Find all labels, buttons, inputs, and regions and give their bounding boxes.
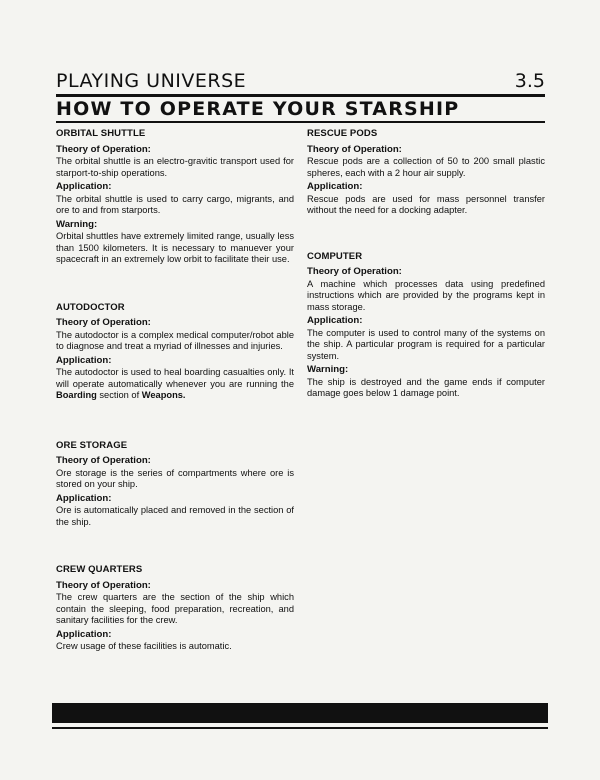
- page-header: [56, 70, 545, 94]
- rescue-pods-section: [307, 128, 545, 217]
- application-label: Application:: [56, 628, 112, 640]
- orbital-shuttle-title: ORBITAL SHUTTLE: [56, 128, 146, 139]
- theory-label: Theory of Operation:: [56, 579, 151, 591]
- theory-text: Rescue pods are a collection of 50 to 200 small plastic spheres, each with a 2 hour air supply.: [307, 156, 545, 178]
- footer-bar: [52, 703, 548, 723]
- theory-text: The orbital shuttle is an electro-gravitic transport used for starport-to-ship operations.: [56, 156, 294, 178]
- ore-storage-section: [56, 440, 294, 529]
- autodoctor-title: AUTODOCTOR: [56, 301, 125, 313]
- application-text: Crew usage of these facilities is automatic.: [56, 641, 232, 651]
- application-text: [56, 367, 294, 402]
- title-rule: [56, 121, 545, 123]
- application-label: Application:: [307, 181, 363, 192]
- theory-text: A machine which processes data using predefined instructions which are provided by the programs kept in mass storage.: [307, 278, 545, 312]
- autodoctor-section: [56, 302, 294, 402]
- application-text: The computer is used to control many of the systems on the ship. A particular program is required for a particular system.: [307, 327, 545, 361]
- theory-label: Theory of Operation:: [56, 317, 151, 328]
- theory-label: Theory of Operation:: [56, 143, 151, 155]
- weapons-term: Weapons.: [141, 390, 186, 400]
- application-label: Application:: [307, 315, 363, 326]
- application-text-part: The autodoctor is used to heal boarding casualties only. It will operate automatically whenever you are running the: [56, 367, 294, 389]
- footer-rule: [52, 727, 548, 729]
- computer-title: COMPUTER: [307, 250, 363, 262]
- section-number: 3.5: [514, 70, 545, 92]
- application-text: Rescue pods are used for mass personnel transfer without the need for a docking adapter.: [307, 193, 545, 215]
- warning-text: Orbital shuttles have extremely limited range, usually less than 1500 kilometers. It is necessary to manuever your spacecraft in an extremely low orbit to facilitate their use.: [56, 231, 294, 264]
- warning-label: Warning:: [307, 364, 349, 375]
- boarding-term: Boarding: [56, 390, 97, 400]
- application-text: Ore is automatically placed and removed in the section of the ship.: [56, 505, 294, 527]
- application-text: The orbital shuttle is used to carry cargo, migrants, and ore to and from starports.: [56, 193, 294, 215]
- rescue-pods-title: RESCUE PODS: [307, 128, 378, 139]
- left-column: [56, 128, 294, 654]
- crew-quarters-title: CREW QUARTERS: [56, 564, 143, 575]
- warning-text: The ship is destroyed and the game ends if computer damage goes below 1 damage point.: [307, 376, 545, 398]
- computer-section: [307, 251, 545, 400]
- page-title: HOW TO OPERATE YOUR STARSHIP: [56, 98, 460, 120]
- theory-label: Theory of Operation:: [307, 266, 402, 277]
- orbital-shuttle-section: [56, 128, 294, 266]
- warning-label: Warning:: [56, 218, 98, 230]
- ore-storage-title: ORE STORAGE: [56, 439, 128, 451]
- header-rule: [56, 94, 545, 97]
- right-column: [307, 128, 545, 401]
- theory-text: Ore storage is the series of compartments where ore is stored on your ship.: [56, 467, 294, 489]
- application-text-part: section of: [96, 390, 142, 400]
- theory-label: Theory of Operation:: [307, 143, 402, 155]
- theory-text: The autodoctor is a complex medical computer/robot able to diagnose and treat a myriad of illnesses and injuries.: [56, 329, 294, 351]
- section-title: PLAYING UNIVERSE: [56, 70, 247, 92]
- application-label: Application:: [56, 354, 112, 366]
- application-label: Application:: [56, 492, 112, 504]
- crew-quarters-section: [56, 564, 294, 653]
- theory-label: Theory of Operation:: [56, 455, 151, 466]
- application-label: Application:: [56, 181, 112, 192]
- theory-text: The crew quarters are the section of the ship which contain the sleeping, food preparation, recreation, and sanitary facilities for the crew.: [56, 592, 294, 625]
